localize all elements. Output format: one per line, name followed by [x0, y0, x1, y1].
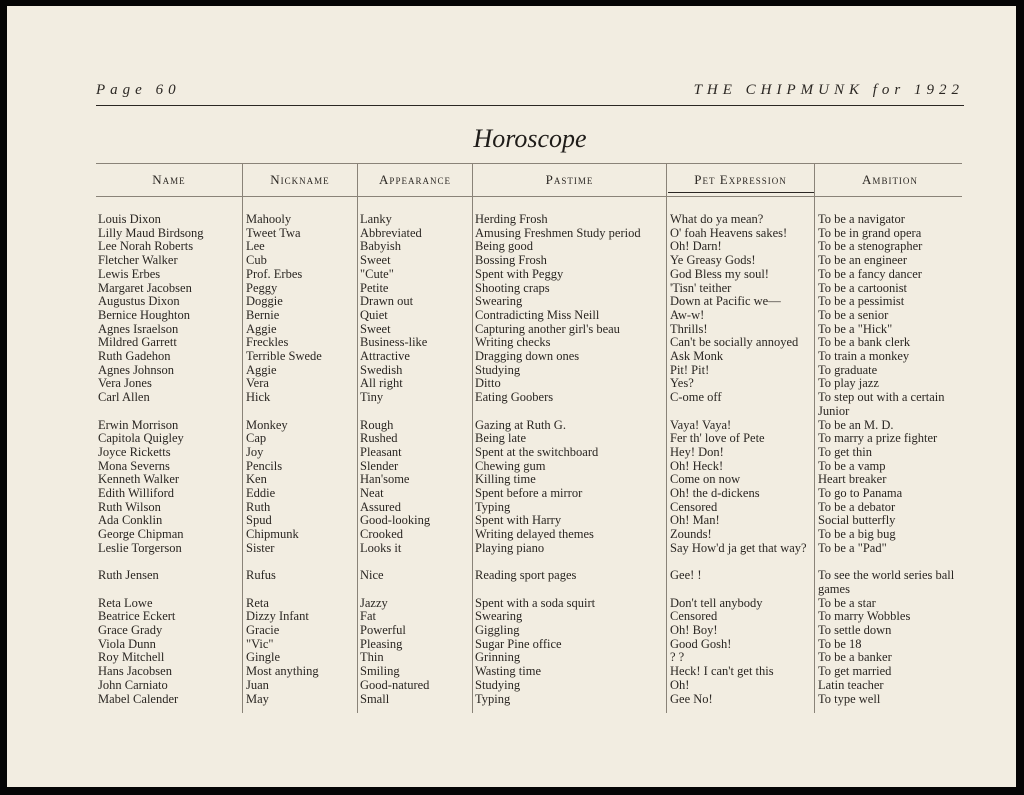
cell-pet-expression: Heck! I can't get this	[670, 664, 774, 679]
header-rule	[96, 105, 964, 106]
cell-pastime: Writing delayed themes	[475, 527, 594, 542]
cell-appearance: Good-looking	[360, 513, 431, 528]
cell-nickname: Pencils	[246, 458, 283, 473]
cell-appearance: Tiny	[360, 390, 384, 405]
cell-ambition: To be 18	[818, 636, 862, 651]
cell-pet-expression: O' foah Heavens sakes!	[670, 225, 788, 240]
cell-appearance: Pleasing	[360, 636, 403, 651]
table-row	[7, 487, 1016, 501]
column-header-appearance: Appearance	[379, 172, 451, 187]
cell-ambition: To step out with a certain Junior	[818, 390, 945, 418]
cell-name: Joyce Ricketts	[98, 444, 171, 459]
cell-ambition: To be a senior	[818, 307, 889, 322]
table-row	[7, 350, 1016, 364]
cell-name: Lewis Erbes	[98, 266, 161, 281]
cell-ambition: To be a fancy dancer	[818, 266, 922, 281]
cell-pastime: Swearing	[475, 294, 523, 309]
cell-name: Louis Dixon	[98, 212, 161, 226]
cell-name: Lee Norah Roberts	[98, 239, 194, 254]
cell-pet-expression: Oh!	[670, 677, 690, 692]
cell-name: Agnes Johnson	[98, 362, 175, 377]
table-row	[7, 568, 1016, 596]
cell-name: Viola Dunn	[98, 636, 156, 651]
cell-ambition: To be a vamp	[818, 458, 886, 473]
cell-pet-expression: ? ?	[670, 650, 685, 665]
cell-name: Mona Severns	[98, 458, 170, 473]
cell-pet-expression: Ask Monk	[670, 349, 724, 363]
cell-pastime: Studying	[475, 677, 521, 692]
cell-pastime: Spent with Peggy	[475, 266, 564, 281]
cell-appearance: Rushed	[360, 431, 398, 446]
cell-appearance: Petite	[360, 280, 389, 295]
cell-nickname: Tweet Twa	[246, 225, 301, 240]
cell-ambition: To be a navigator	[818, 212, 905, 226]
cell-pastime: Killing time	[475, 472, 536, 487]
table-header-rule	[96, 196, 962, 197]
cell-name: Kenneth Walker	[98, 472, 180, 487]
cell-pastime: Spent before a mirror	[475, 486, 583, 500]
cell-appearance: Swedish	[360, 362, 403, 377]
cell-nickname: Cap	[246, 431, 267, 446]
cell-appearance: Rough	[360, 417, 394, 432]
cell-ambition: To train a monkey	[818, 349, 910, 363]
cell-nickname: Prof. Erbes	[246, 266, 303, 281]
cell-pastime: Dragging down ones	[475, 349, 580, 363]
cell-ambition: To be an engineer	[818, 253, 908, 268]
cell-pet-expression: Can't be socially annoyed	[670, 335, 799, 350]
cell-ambition: To play jazz	[818, 376, 879, 391]
cell-nickname: Most anything	[246, 664, 319, 679]
cell-appearance: Crooked	[360, 527, 404, 542]
cell-appearance: Pleasant	[360, 444, 402, 459]
cell-name: Bernice Houghton	[98, 307, 190, 322]
cell-pet-expression: Oh! Heck!	[670, 458, 724, 473]
cell-name: Hans Jacobsen	[98, 664, 172, 679]
cell-name: Lilly Maud Birdsong	[98, 225, 204, 240]
cell-nickname: Dizzy Infant	[246, 609, 309, 624]
column-header-pastime: Pastime	[545, 172, 594, 187]
cell-appearance: Babyish	[360, 239, 401, 254]
cell-pet-expression: Oh! Man!	[670, 513, 720, 528]
cell-ambition: To be a "Pad"	[818, 540, 887, 555]
cell-pastime: Capturing another girl's beau	[475, 321, 620, 336]
cell-name: Beatrice Eckert	[98, 609, 176, 624]
table-row	[7, 268, 1016, 282]
cell-nickname: Freckles	[246, 335, 289, 350]
cell-name: Vera Jones	[98, 376, 152, 391]
cell-appearance: Neat	[360, 486, 384, 500]
table-row	[7, 693, 1016, 707]
cell-ambition: To go to Panama	[818, 486, 903, 500]
cell-appearance: Sweet	[360, 253, 391, 268]
column-header-name: Name	[152, 172, 186, 187]
cell-name: Reta Lowe	[98, 595, 153, 610]
cell-pastime: Wasting time	[475, 664, 541, 679]
cell-pet-expression: Pit! Pit!	[670, 362, 710, 377]
cell-nickname: Mahooly	[246, 212, 292, 226]
cell-ambition: To see the world series ball games	[818, 568, 955, 596]
cell-nickname: Gingle	[246, 650, 281, 665]
cell-pet-expression: Oh! Darn!	[670, 239, 722, 254]
cell-pastime: Herding Frosh	[475, 212, 548, 226]
cell-name: John Carniato	[98, 677, 168, 692]
cell-appearance: Jazzy	[360, 595, 388, 610]
table-row	[7, 542, 1016, 556]
cell-pet-expression: Yes?	[670, 376, 694, 391]
cell-name: Roy Mitchell	[98, 650, 165, 665]
table-row	[7, 446, 1016, 460]
cell-pet-expression: Say How'd ja get that way?	[670, 540, 807, 555]
cell-nickname: Eddie	[246, 486, 276, 500]
cell-name: Ruth Wilson	[98, 499, 161, 514]
cell-ambition: To settle down	[818, 623, 892, 637]
cell-ambition: To be in grand opera	[818, 225, 922, 240]
cell-ambition: To be a pessimist	[818, 294, 905, 309]
page-header	[96, 82, 964, 102]
cell-nickname: Vera	[246, 376, 269, 391]
cell-ambition: Social butterfly	[818, 513, 896, 528]
page-title: Horoscope	[473, 124, 587, 153]
cell-pastime: Writing checks	[475, 335, 551, 350]
cell-ambition: To be a "Hick"	[818, 321, 893, 336]
cell-name: Ruth Jensen	[98, 568, 159, 583]
cell-pet-expression: Zounds!	[670, 527, 712, 542]
cell-ambition: To be a big bug	[818, 527, 896, 542]
cell-nickname: Terrible Swede	[246, 349, 322, 363]
cell-pastime: Chewing gum	[475, 458, 546, 473]
cell-nickname: Rufus	[246, 568, 276, 583]
cell-pastime: Eating Goobers	[475, 390, 554, 405]
cell-appearance: Smiling	[360, 664, 400, 679]
column-header-ambition: Ambition	[862, 172, 918, 187]
cell-pet-expression: Oh! the d-dickens	[670, 486, 760, 500]
cell-pastime: Reading sport pages	[475, 568, 577, 583]
cell-name: Fletcher Walker	[98, 253, 178, 268]
page-number: Page 60	[96, 82, 181, 98]
cell-appearance: Small	[360, 691, 390, 706]
table-row	[7, 309, 1016, 323]
cell-name: Ada Conklin	[98, 513, 163, 528]
cell-name: George Chipman	[98, 527, 184, 542]
cell-ambition: To type well	[818, 691, 881, 706]
cell-pastime: Typing	[475, 691, 511, 706]
cell-name: Grace Grady	[98, 623, 163, 637]
cell-pet-expression: Down at Pacific we—	[670, 294, 781, 309]
cell-name: Agnes Israelson	[98, 321, 179, 336]
cell-appearance: Han'some	[360, 472, 410, 487]
cell-nickname: May	[246, 691, 269, 706]
cell-nickname: Aggie	[246, 362, 277, 377]
cell-nickname: Bernie	[246, 307, 280, 322]
cell-ambition: To get thin	[818, 444, 872, 459]
cell-appearance: All right	[360, 376, 403, 391]
table-row	[7, 679, 1016, 693]
yearbook-page	[7, 6, 1016, 787]
cell-name: Erwin Morrison	[98, 417, 179, 432]
cell-pet-expression: C-ome off	[670, 390, 722, 405]
cell-appearance: Business-like	[360, 335, 428, 350]
table-row	[7, 213, 1016, 227]
cell-pet-expression: Oh! Boy!	[670, 623, 718, 637]
cell-pastime: Giggling	[475, 623, 520, 637]
cell-ambition: To marry a prize fighter	[818, 431, 938, 446]
cell-pet-expression: Fer th' love of Pete	[670, 431, 765, 446]
cell-pet-expression: Aw-w!	[670, 307, 705, 322]
cell-pastime: Sugar Pine office	[475, 636, 562, 651]
table-row	[7, 254, 1016, 268]
cell-appearance: Thin	[360, 650, 384, 665]
cell-nickname: Reta	[246, 595, 269, 610]
cell-pet-expression: Censored	[670, 499, 718, 514]
cell-pastime: Swearing	[475, 609, 523, 624]
cell-ambition: To be a debator	[818, 499, 896, 514]
cell-nickname: Cub	[246, 253, 267, 268]
cell-pet-expression: 'Tisn' teither	[670, 280, 732, 295]
table-row	[7, 528, 1016, 542]
cell-pet-expression: Gee No!	[670, 691, 713, 706]
cell-ambition: To be an M. D.	[818, 417, 894, 432]
cell-ambition: To graduate	[818, 362, 878, 377]
cell-ambition: To be a star	[818, 595, 876, 610]
cell-pet-expression: What do ya mean?	[670, 212, 764, 226]
cell-nickname: "Vic"	[246, 636, 274, 651]
cell-nickname: Spud	[246, 513, 272, 528]
publication-title: THE CHIPMUNK for 1922	[693, 82, 964, 98]
cell-name: Leslie Torgerson	[98, 540, 182, 555]
cell-nickname: Sister	[246, 540, 275, 555]
cell-nickname: Hick	[246, 390, 271, 405]
cell-nickname: Chipmunk	[246, 527, 299, 542]
cell-pastime: Gazing at Ruth G.	[475, 417, 566, 432]
cell-ambition: To be a cartoonist	[818, 280, 908, 295]
cell-pet-expression: Vaya! Vaya!	[670, 417, 732, 432]
cell-appearance: Sweet	[360, 321, 391, 336]
cell-ambition: To be a banker	[818, 650, 892, 665]
cell-nickname: Aggie	[246, 321, 277, 336]
cell-ambition: To be a bank clerk	[818, 335, 911, 350]
cell-pastime: Bossing Frosh	[475, 253, 547, 268]
table-row	[7, 390, 1016, 418]
cell-pet-expression: Come on now	[670, 472, 741, 487]
cell-pastime: Spent at the switchboard	[475, 444, 599, 459]
column-header-pet-expression: Pet Expression	[694, 172, 787, 187]
cell-pastime: Grinning	[475, 650, 521, 665]
cell-pastime: Spent with Harry	[475, 513, 562, 528]
cell-pastime: Being good	[475, 239, 533, 254]
cell-ambition: Latin teacher	[818, 677, 884, 692]
cell-nickname: Ken	[246, 472, 267, 487]
cell-pastime: Being late	[475, 431, 527, 446]
cell-name: Edith Williford	[98, 486, 174, 500]
cell-pastime: Playing piano	[475, 540, 545, 555]
cell-ambition: To marry Wobbles	[818, 609, 911, 624]
cell-name: Ruth Gadehon	[98, 349, 171, 363]
cell-name: Augustus Dixon	[98, 294, 180, 309]
cell-pet-expression: Hey! Don!	[670, 444, 724, 459]
cell-pastime: Amusing Freshmen Study period	[475, 225, 641, 240]
cell-appearance: Abbreviated	[360, 225, 422, 240]
cell-appearance: Drawn out	[360, 294, 414, 309]
cell-ambition: To get married	[818, 664, 892, 679]
cell-pastime: Contradicting Miss Neill	[475, 307, 600, 322]
column-header-nickname: Nickname	[270, 172, 330, 187]
cell-nickname: Doggie	[246, 294, 283, 309]
table-top-rule	[96, 163, 962, 164]
cell-appearance: Quiet	[360, 307, 388, 322]
cell-nickname: Joy	[246, 444, 264, 459]
cell-pet-expression: Gee! !	[670, 568, 702, 583]
cell-ambition: To be a stenographer	[818, 239, 923, 254]
cell-pastime: Typing	[475, 499, 511, 514]
cell-nickname: Ruth	[246, 499, 271, 514]
cell-nickname: Gracie	[246, 623, 280, 637]
cell-nickname: Juan	[246, 677, 269, 692]
cell-pet-expression: Censored	[670, 609, 718, 624]
cell-nickname: Lee	[246, 239, 265, 254]
cell-pastime: Spent with a soda squirt	[475, 595, 596, 610]
cell-ambition: Heart breaker	[818, 472, 887, 487]
cell-appearance: Assured	[360, 499, 401, 514]
cell-pastime: Studying	[475, 362, 521, 377]
header-underline	[668, 192, 814, 193]
cell-name: Capitola Quigley	[98, 431, 184, 446]
cell-pet-expression: Ye Greasy Gods!	[670, 253, 756, 268]
cell-appearance: "Cute"	[360, 266, 394, 281]
cell-appearance: Nice	[360, 568, 384, 583]
cell-pet-expression: Don't tell anybody	[670, 595, 763, 610]
cell-pet-expression: God Bless my soul!	[670, 266, 769, 281]
cell-appearance: Powerful	[360, 623, 406, 637]
cell-appearance: Attractive	[360, 349, 410, 363]
cell-name: Mabel Calender	[98, 691, 179, 706]
cell-appearance: Looks it	[360, 540, 402, 555]
cell-pastime: Ditto	[475, 376, 501, 391]
cell-nickname: Peggy	[246, 280, 278, 295]
cell-pet-expression: Good Gosh!	[670, 636, 732, 651]
cell-name: Carl Allen	[98, 390, 150, 405]
cell-name: Margaret Jacobsen	[98, 280, 192, 295]
cell-appearance: Slender	[360, 458, 399, 473]
cell-appearance: Lanky	[360, 212, 392, 226]
cell-appearance: Good-natured	[360, 677, 430, 692]
cell-nickname: Monkey	[246, 417, 288, 432]
cell-pastime: Shooting craps	[475, 280, 550, 295]
table-row	[7, 665, 1016, 679]
table-row	[7, 624, 1016, 638]
cell-name: Mildred Garrett	[98, 335, 177, 350]
cell-appearance: Fat	[360, 609, 376, 624]
cell-pet-expression: Thrills!	[670, 321, 708, 336]
